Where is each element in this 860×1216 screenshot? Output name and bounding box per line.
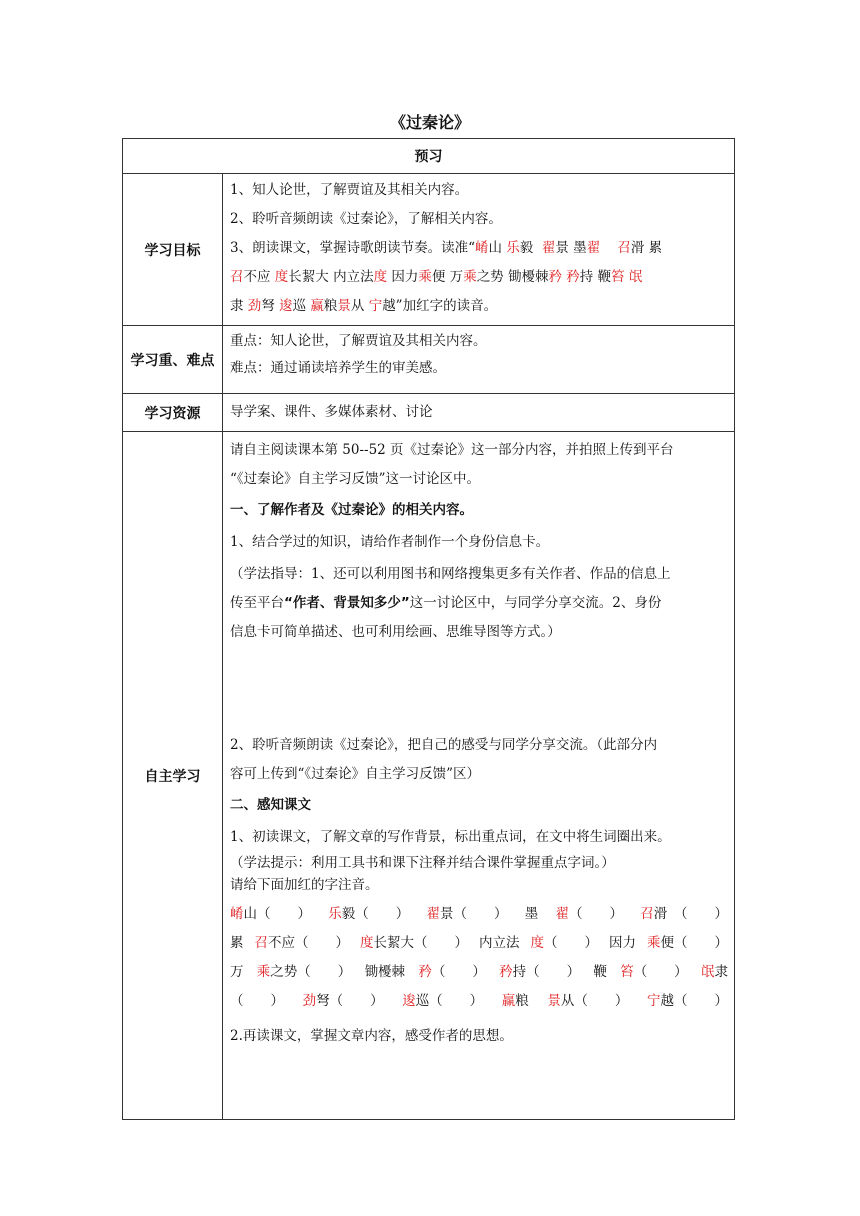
pinyin-row <box>230 900 728 929</box>
plain-char: （ ） <box>230 993 284 1009</box>
blank-parens: 巡（ ） <box>415 993 484 1009</box>
red-char: 乘 <box>256 964 271 980</box>
red-char: 劲 <box>302 993 317 1009</box>
red-char: 逡 <box>279 298 293 314</box>
method-line-2 <box>230 589 728 618</box>
document-title: 《过秦论》 <box>389 113 470 132</box>
pinyin-item <box>609 929 636 958</box>
pinyin-item <box>502 987 529 1016</box>
plain-char: 景 墨 <box>555 240 587 256</box>
pinyin-item <box>640 900 728 929</box>
red-char: 宁 <box>368 298 383 314</box>
intro-line-2: “《过秦论》自主学习反馈”这一讨论区中。 <box>230 471 481 487</box>
pinyin-item <box>556 900 624 929</box>
plain-char: 便 万 <box>431 269 464 285</box>
task-1: 1、结合学过的知识，请给作者制作一个身份信息卡。 <box>230 534 550 550</box>
goal-line-3 <box>230 234 728 263</box>
plain-char: 巡 <box>292 298 311 314</box>
read-task-2: 2.再读课文，掌握文章内容，感受作者的思想。 <box>230 1028 513 1044</box>
pinyin-item <box>365 958 406 987</box>
plain-char: 越”加红字的读音。 <box>382 298 498 314</box>
intro-line-1: 请自主阅读课本第 50--52 页《过秦论》这一部分内容，并拍照上传到平台 <box>230 442 674 458</box>
red-char: 矜 <box>566 269 580 285</box>
red-char: 度 <box>360 935 374 951</box>
red-char: 召 <box>254 935 268 951</box>
plain-char: 弩 <box>261 298 280 314</box>
red-char: 氓 <box>700 964 715 980</box>
resources-content <box>223 394 735 432</box>
blank-parens: 越（ ） <box>660 993 728 1009</box>
pinyin-item <box>230 987 284 1016</box>
resources-row <box>123 394 735 432</box>
pinyin-item <box>303 987 384 1016</box>
red-char: 召 <box>230 269 244 285</box>
plain-char: 隶 <box>230 298 248 314</box>
red-char: 赢 <box>310 298 324 314</box>
pinyin-item <box>257 958 352 987</box>
red-char: 翟 <box>541 240 556 256</box>
red-char: 崤 <box>475 240 489 256</box>
hint-line: （学法提示：利用工具书和课下注释并结合课件掌握重点字词。） <box>230 855 615 871</box>
pinyin-row <box>230 987 728 1016</box>
blank-parens: （ ） <box>544 935 598 951</box>
red-char: 笞 <box>611 269 625 285</box>
plain-char: 墨 <box>524 906 539 922</box>
method-text: 这一讨论区中，与同学分享交流。2、身份 <box>409 595 662 611</box>
pinyin-item <box>230 900 311 929</box>
goal-line-2: 2、聆听音频朗读《过秦论》，了解相关内容。 <box>230 211 502 227</box>
plain-char: 不应 <box>243 269 275 285</box>
pinyin-item <box>701 958 728 987</box>
plain-char: 长絜大 内立法 <box>288 269 374 285</box>
section-heading-2: 二、感知课文 <box>230 797 311 813</box>
task-2-line-1: 2、聆听音频朗读《过秦论》，把自己的感受与同学分享交流。（此部分内 <box>230 737 658 753</box>
plain-char: 鞭 <box>593 964 607 980</box>
red-char: 矜 <box>418 964 432 980</box>
red-char: 乐 <box>506 240 520 256</box>
self-study-label: 自主学习 <box>123 432 223 1120</box>
plain-char: 因力 <box>609 935 636 951</box>
method-text: 传至平台 <box>230 595 284 611</box>
plain-char: 内立法 <box>479 935 520 951</box>
plain-char: 滑 累 <box>630 240 663 256</box>
resources-label: 学习资源 <box>123 394 223 432</box>
red-char: 景 <box>337 298 351 314</box>
self-study-content <box>223 432 735 1120</box>
blank-parens: 便（ ） <box>660 935 728 951</box>
pinyin-item <box>620 958 688 987</box>
pinyin-row <box>230 958 728 987</box>
pinyin-item <box>499 958 580 987</box>
pinyin-item <box>255 929 350 958</box>
red-char: 召 <box>617 240 631 256</box>
goals-label: 学习目标 <box>123 174 223 326</box>
pinyin-item <box>402 987 483 1016</box>
header-row <box>123 139 735 174</box>
red-char: 氓 <box>628 269 643 285</box>
goal-line-5 <box>230 292 728 321</box>
method-line-1: （学法指导：1、还可以利用图书和网络搜集更多有关作者、作品的信息上 <box>230 566 671 582</box>
pinyin-exercise <box>230 900 728 1016</box>
read-task-1: 1、初读课文，了解文章的写作背景，标出重点词，在文中将生词圈出来。 <box>230 829 671 845</box>
plain-char: 从 <box>350 298 369 314</box>
pinyin-item <box>230 929 244 958</box>
pinyin-item <box>479 929 520 958</box>
blank-parens: 不应（ ） <box>268 935 349 951</box>
red-char: 翟 <box>586 240 601 256</box>
plain-char: 持 鞭 <box>579 269 612 285</box>
red-char: 崤 <box>230 906 244 922</box>
plain-char: 因力 <box>387 269 419 285</box>
red-char: 翟 <box>426 906 440 922</box>
red-char: 乘 <box>647 935 661 951</box>
blank-parens: 弩（ ） <box>316 993 384 1009</box>
blank-parens: 滑 （ ） <box>653 906 728 922</box>
plain-char: 累 <box>230 935 244 951</box>
blank-parens: 之势（ ） <box>270 964 352 980</box>
preview-table <box>122 138 735 1120</box>
red-char: 逡 <box>402 993 416 1009</box>
plain-char: 万 <box>230 964 244 980</box>
blank-parens: 毅（ ） <box>341 906 410 922</box>
red-char: 乐 <box>328 906 342 922</box>
red-char: 劲 <box>247 298 262 314</box>
red-char: 矜 <box>499 964 513 980</box>
red-char: 召 <box>640 906 654 922</box>
red-char: 度 <box>530 935 544 951</box>
pinyin-instruction: 请给下面加红的字注音。 <box>230 877 379 893</box>
plain-char: 毅 <box>519 240 538 256</box>
red-char: 景 <box>547 993 561 1009</box>
pinyin-item <box>547 987 628 1016</box>
red-char: 翟 <box>555 906 569 922</box>
table-header: 预习 <box>123 139 735 174</box>
plain-char: 粮 <box>323 298 338 314</box>
red-char: 赢 <box>501 993 516 1009</box>
blank-parens: （ ） <box>633 964 688 980</box>
red-char: 乘 <box>463 269 477 285</box>
plain-char: 锄櫌棘 <box>364 964 406 980</box>
goals-row <box>123 174 735 326</box>
goal-line-3-text: 3、朗读课文，掌握诗歌朗读节奏。读准“ <box>230 240 475 256</box>
method-line-3: 信息卡可简单描述、也可利用绘画、思维导图等方式。） <box>230 624 561 640</box>
goal-line-1: 1、知人论世，了解贾谊及其相关内容。 <box>230 182 469 198</box>
platform-name: “作者、背景知多少” <box>284 595 410 611</box>
plain-char: 山 <box>488 240 507 256</box>
pinyin-item <box>647 929 728 958</box>
goals-content <box>223 174 735 326</box>
focus-row <box>123 326 735 394</box>
self-study-row <box>123 432 735 1120</box>
blank-parens: 山（ ） <box>243 906 311 922</box>
pinyin-item <box>360 929 468 958</box>
blank-space <box>230 647 728 717</box>
blank-parens: 从（ ） <box>560 993 629 1009</box>
red-char: 度 <box>373 269 388 285</box>
blank-parens: 长絜大（ ） <box>373 935 468 951</box>
pinyin-item <box>525 900 539 929</box>
pinyin-item <box>328 900 409 929</box>
blank-parens: （ ） <box>569 906 623 922</box>
pinyin-item <box>531 929 599 958</box>
focus-label: 学习重、难点 <box>123 326 223 394</box>
blank-parens: 景（ ） <box>440 906 508 922</box>
blank-parens: （ ） <box>431 964 486 980</box>
red-char: 笞 <box>620 964 634 980</box>
blank-parens: 粮 <box>515 993 529 1009</box>
pinyin-row <box>230 929 728 958</box>
blank-parens: 隶 <box>714 964 728 980</box>
pinyin-item <box>647 987 728 1016</box>
blank-parens: 持（ ） <box>512 964 581 980</box>
focus-line-2: 难点：通过诵读培养学生的审美感。 <box>230 360 446 376</box>
focus-content <box>223 326 735 394</box>
task-2-line-2: 容可上传到“《过秦论》自主学习反馈”区） <box>230 766 481 782</box>
red-char: 度 <box>274 269 289 285</box>
pinyin-item <box>427 900 508 929</box>
red-char: 乘 <box>418 269 432 285</box>
plain-char: 之势 锄櫌棘 <box>476 269 549 285</box>
red-char: 宁 <box>646 993 661 1009</box>
pinyin-item <box>593 958 607 987</box>
resources-text: 导学案、课件、多媒体素材、讨论 <box>230 404 433 420</box>
red-char: 矜 <box>548 269 562 285</box>
goal-line-4 <box>230 263 728 292</box>
section-heading-1: 一、了解作者及《过秦论》的相关内容。 <box>230 502 473 518</box>
focus-line-1: 重点：知人论世，了解贾谊及其相关内容。 <box>230 333 487 349</box>
pinyin-item <box>230 958 244 987</box>
pinyin-item <box>418 958 486 987</box>
